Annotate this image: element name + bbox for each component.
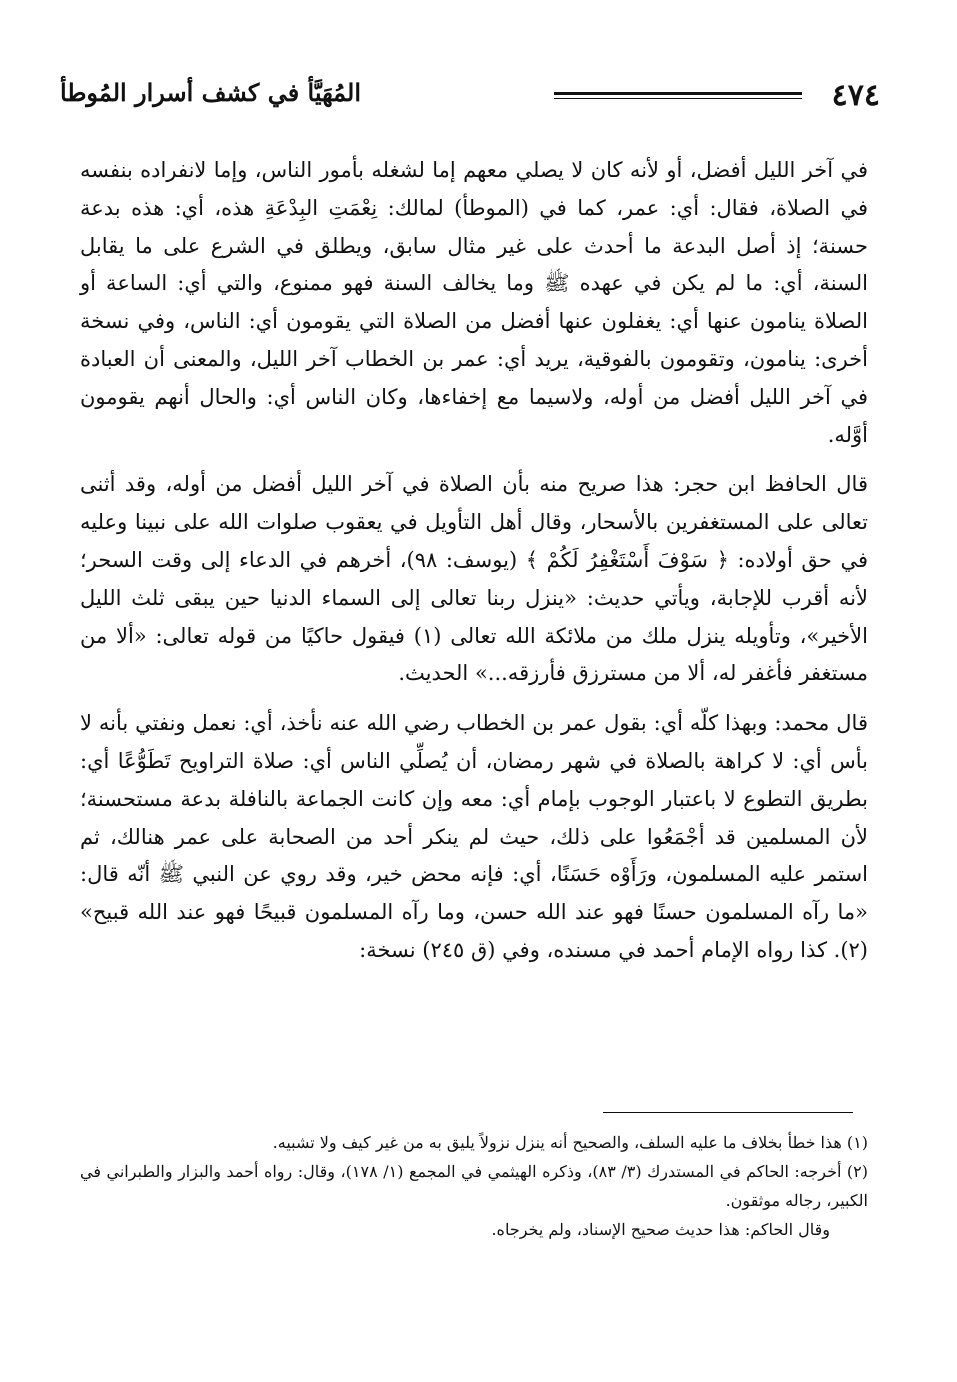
page-number: ٤٧٤ xyxy=(831,78,880,113)
page-header xyxy=(60,72,880,122)
footnote: (١) هذا خطأ بخلاف ما عليه السلف، والصحيح أنه ينزل نزولاً يليق به من غير كيف ولا تشبيه. xyxy=(272,1133,868,1152)
paragraph: في آخر الليل أفضل، أو لأنه كان لا يصلي معهم إما لشغله بأمور الناس، وإما لانفراده بنفسه في الصلاة، فقال: أي: عمر، كما في (الموطأ) لمالك: نِعْمَتِ البِدْعَةِ هذه، أي: هذه بدعة حسنة؛ إذ أصل البدعة ما أحدث على غير مثال سابق، ويطلق في الشرع على ما يقابل السنة، أي: ما لم يكن في عهده ﷺ وما يخالف السنة فهو ممنوع، والتي أي: الساعة أو الصلاة ينامون عنها أي: يغفلون عنها أفضل من الصلاة التي يقومون أي: الناس، وفي نسخة أخرى: ينامون، وتقومون بالفوقية، يريد أي: عمر بن الخطاب آخر الليل، والمعنى أن العبادة في آخر الليل أفضل من أوله، ولاسيما مع إخفاءها، وكان الناس أي: والحال أنهم يقومون أوَّله. xyxy=(80,158,868,447)
footnote: (٢) أخرجه: الحاكم في المستدرك (٣/ ٨٣)، وذكره الهيثمي في المجمع (١/ ١٧٨)، وقال: رواه أحمد والبزار والطبراني في الكبير، رجاله موثقون. xyxy=(80,1162,869,1210)
main-text xyxy=(80,152,868,970)
footnotes xyxy=(80,1128,868,1244)
paragraph: قال محمد: وبهذا كلّه أي: بقول عمر بن الخطاب رضي الله عنه نأخذ، أي: نعمل ونفتي بأنه لا بأس أي: لا كراهة بالصلاة في شهر رمضان، أن يُصلِّي الناس أي: صلاة التراويح تَطَوُّعًا أي: بطريق التطوع لا باعتبار الوجوب بإمام أي: معه وإن كانت الجماعة بالنافلة بدعة مستحسنة؛ لأن المسلمين قد أجْمَعُوا على ذلك، حيث لم ينكر أحد من الصحابة على عمر هنالك، ثم استمر عليه المسلمون، ورَأَوْه حَسَنًا، أي: فإنه محض خير، وقد روي عن النبي ﷺ أنّه قال: «ما رآه المسلمون حسنًا فهو عند الله حسن، وما رآه المسلمون قبيحًا فهو عند الله قبيح» (٢). كذا رواه الإمام أحمد في مسنده، وفي (ق ٢٤٥) نسخة: xyxy=(80,711,868,962)
paragraph: قال الحافظ ابن حجر: هذا صريح منه بأن الصلاة في آخر الليل أفضل من أوله، وقد أثنى تعالى على المستغفرين بالأسحار، وقال أهل التأويل في يعقوب صلوات الله على نبينا وعليه في حق أولاده: ﴿ سَوْفَ أَسْتَغْفِرُ لَكُمْ ﴾ (يوسف: ٩٨)، أخرهم في الدعاء إلى وقت السحر؛ لأنه أقرب للإجابة، ويأتي حديث: «ينزل ربنا تعالى إلى السماء الدنيا حين يبقى ثلث الليل الأخير»، وتأويله ينزل ملك من ملائكة الله تعالى (١) فيقول حاكيًا من قوله تعالى: «ألا من مستغفر فأغفر له، ألا من مسترزق فأرزقه...» الحديث. xyxy=(80,472,868,686)
footnote-rule xyxy=(603,1112,853,1113)
header-rule xyxy=(554,92,802,99)
footnote-continuation: وقال الحاكم: هذا حديث صحيح الإسناد، ولم يخرجاه. xyxy=(491,1220,830,1239)
book-title: المُهَيَّأ في كشف أسرار المُوطأ xyxy=(60,78,361,107)
